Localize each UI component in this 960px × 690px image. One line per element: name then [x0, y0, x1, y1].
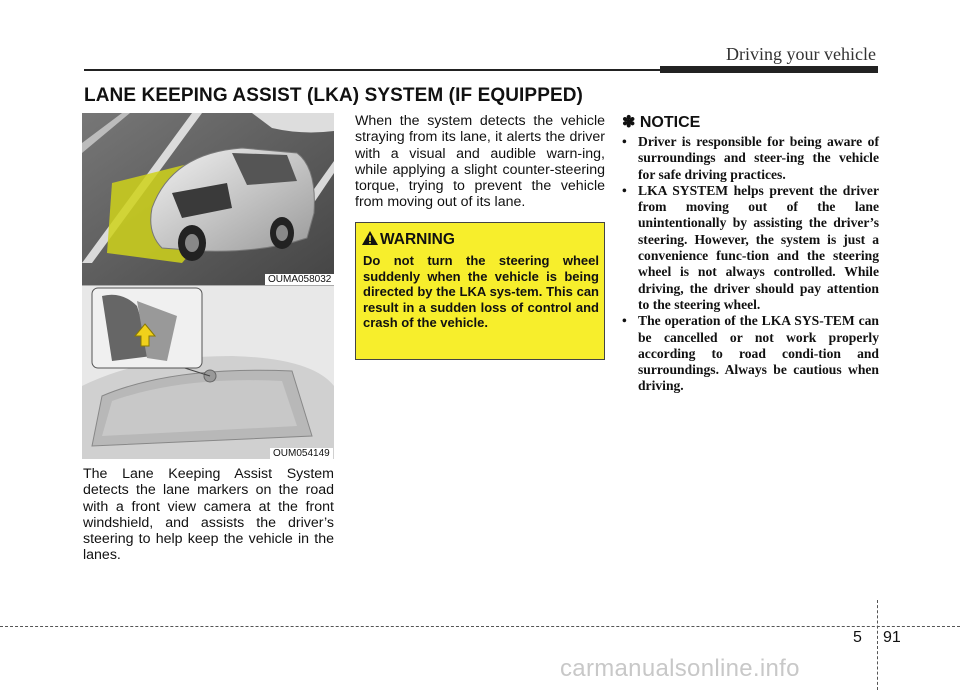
footer-rule [0, 626, 960, 627]
car-lane-illustration [82, 113, 334, 287]
watermark: carmanualsonline.info [560, 655, 800, 682]
lka-alert-description: When the system detects the vehicle straying from its lane, it alerts the driver with a visual and audible warn-ing, while applying a slight counter-steering torque, trying to prevent the vehicle from moving out of its lane. [355, 113, 605, 211]
notice-title: ✽ NOTICE [622, 114, 701, 131]
header-rule [84, 69, 660, 71]
notice-item-text: LKA SYSTEM helps prevent the driver from moving out of the lane unintentionally by assisting the driver’s steering. However, the system is just a convenience func-tion and the steering wheel is not always controlled. While driving, the driver should pay attention to the steering wheel. [638, 182, 879, 312]
bullet: • [622, 134, 627, 149]
list-item [622, 183, 879, 313]
windshield-camera-illustration-icon [82, 286, 334, 459]
footer-divider [877, 600, 878, 690]
lka-description: The Lane Keeping Assist System detects the lane markers on the road with a front view camera at the front windshield, and assists the driver’s steering to help keep the vehicle in the lanes. [83, 466, 334, 564]
list-item [622, 134, 879, 183]
notice-item-text: Driver is responsible for being aware of surroundings and steer-ing the vehicle for safe driving practices. [638, 134, 879, 182]
warning-text: Do not turn the steering wheel suddenly when the vehicle is being directed by the LKA sys-tem. This can result in a sudden loss of control and crash of the vehicle. [363, 253, 599, 331]
notice-item-text: The operation of the LKA SYS-TEM can be cancelled or not work properly according to road condi-tion and surroundings. Always be cautious when driving. [638, 313, 879, 394]
figure-code: OUMA058032 [265, 274, 334, 285]
chapter-number: 5 [853, 629, 862, 646]
bullet: • [622, 313, 627, 329]
page-title: LANE KEEPING ASSIST (LKA) SYSTEM (IF EQUIPPED) [84, 85, 583, 106]
figure-code: OUM054149 [270, 448, 333, 459]
bullet: • [622, 182, 627, 198]
warning-title: WARNING [380, 231, 455, 248]
warning-triangle-icon [361, 230, 379, 246]
page-number: 91 [883, 629, 901, 646]
list-item [622, 313, 879, 394]
header-rule-accent [660, 66, 878, 73]
section-title: Driving your vehicle [726, 44, 876, 64]
notice-list [622, 134, 879, 395]
windshield-camera-illustration [82, 285, 334, 459]
car-lane-illustration-icon [82, 113, 334, 287]
